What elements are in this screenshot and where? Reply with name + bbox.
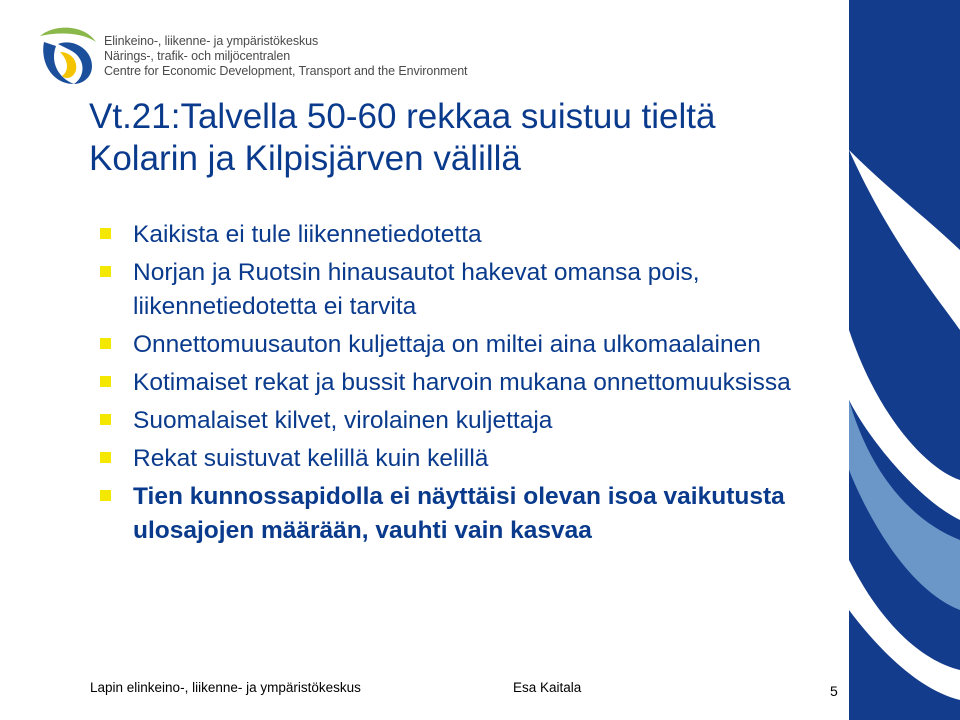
bullet-text: Kaikista ei tule liikennetiedotetta <box>133 221 482 248</box>
bullet-item <box>100 218 840 252</box>
yellow-square-bullet-icon <box>100 376 111 387</box>
organization-header <box>104 34 467 79</box>
org-name-english: Centre for Economic Development, Transport and the Environment <box>104 64 468 78</box>
yellow-square-bullet-icon <box>100 452 111 463</box>
yellow-square-bullet-icon <box>100 490 111 501</box>
yellow-square-bullet-icon <box>100 266 111 277</box>
bullet-text: Kotimaiset rekat ja bussit harvoin mukana onnettomuuksissa <box>133 369 791 396</box>
bullet-item <box>100 442 840 476</box>
bullet-item-bold <box>100 480 840 548</box>
bullet-item <box>100 256 840 324</box>
bullet-text: Tien kunnossapidolla ei näyttäisi olevan isoa vaikutusta ulosajojen määrään, vauhti vain kasvaa <box>133 483 785 544</box>
bullet-item <box>100 328 840 362</box>
yellow-square-bullet-icon <box>100 338 111 349</box>
bullet-list <box>100 218 840 552</box>
yellow-square-bullet-icon <box>100 228 111 239</box>
slide-title-line-2: Kolarin ja Kilpisjärven välillä <box>89 139 521 178</box>
bullet-text: Norjan ja Ruotsin hinausautot hakevat omansa pois, liikennetiedotetta ei tarvita <box>133 259 700 320</box>
bullet-item <box>100 366 840 400</box>
ely-centre-logo <box>34 22 100 88</box>
footer-author: Esa Kaitala <box>513 680 582 695</box>
bullet-text: Onnettomuusauton kuljettaja on miltei aina ulkomaalainen <box>133 331 761 358</box>
slide-title-line-1: Vt.21:Talvella 50-60 rekkaa suistuu tieltä <box>89 97 716 136</box>
org-name-swedish: Närings-, trafik- och miljöcentralen <box>104 49 291 63</box>
yellow-square-bullet-icon <box>100 414 111 425</box>
org-name-finnish: Elinkeino-, liikenne- ja ympäristökeskus <box>104 34 319 48</box>
footer-organization: Lapin elinkeino-, liikenne- ja ympäristökeskus <box>90 680 361 695</box>
bullet-text: Rekat suistuvat kelillä kuin kelillä <box>133 445 489 472</box>
page-number: 5 <box>830 683 838 699</box>
decorative-side-band <box>849 0 960 720</box>
bullet-text: Suomalaiset kilvet, virolainen kuljettaja <box>133 407 553 434</box>
slide-title <box>89 96 849 180</box>
bullet-item <box>100 404 840 438</box>
